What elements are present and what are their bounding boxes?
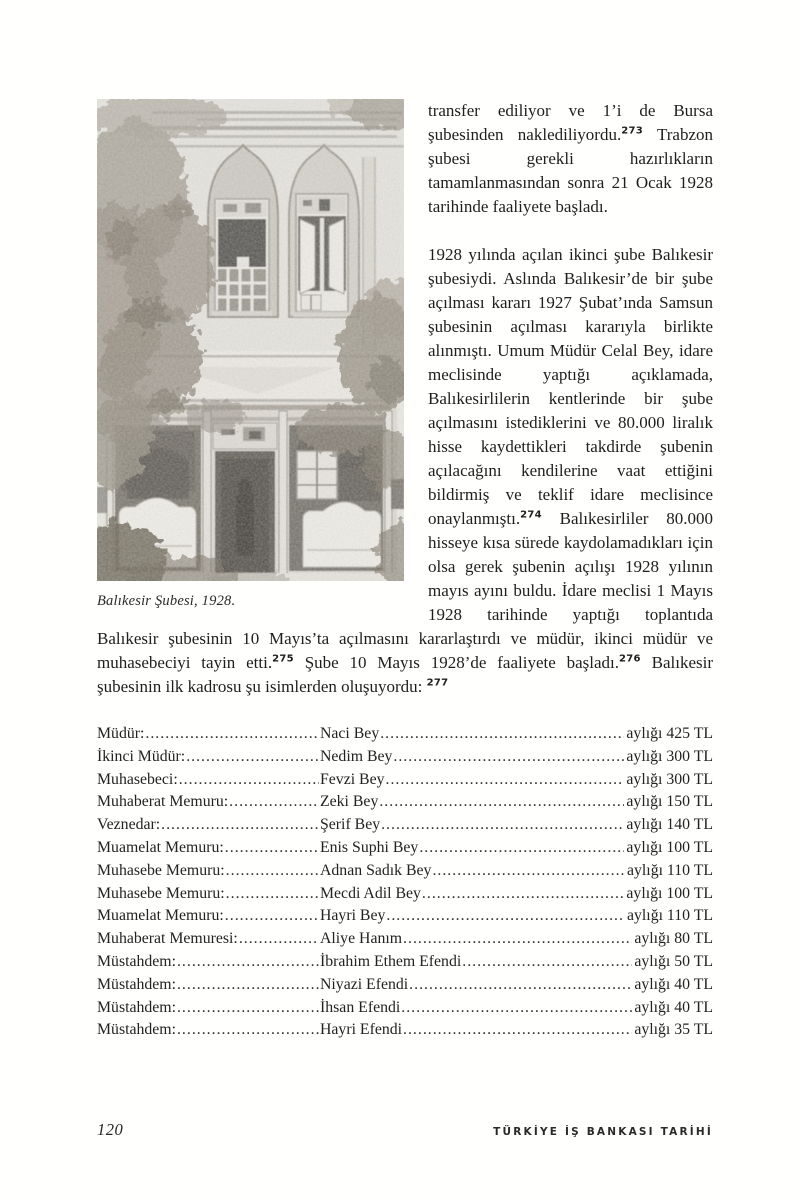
branch-photo-image: [97, 99, 404, 581]
dot-leader: [226, 860, 319, 883]
role-label: Müstahdem:: [97, 975, 176, 993]
dot-leader: [177, 974, 319, 997]
role-label: Veznedar:: [97, 816, 161, 834]
role-label: Muamelat Memuru:: [97, 907, 224, 925]
dot-leader: [386, 769, 625, 792]
paragraph-trabzon: transfer ediliyor ve 1’i de Bursa şubesinden naklediliyordu.$^{273}$ Trabzon şubesi gerekli hazırlıkların tamamlanmasından sonra 21 Ocak 1928 tarihinde faaliyete başladı.: [428, 101, 713, 216]
dot-leader: [381, 814, 624, 837]
role-cell: [97, 951, 320, 974]
salary-cell: aylığı 35 TL: [634, 1021, 713, 1039]
role-cell: [97, 883, 320, 906]
role-cell: [97, 974, 320, 997]
table-row: [97, 1019, 713, 1042]
name-cell: [320, 883, 625, 906]
role-cell: [97, 746, 320, 769]
table-row: [97, 746, 713, 769]
role-cell: [97, 723, 320, 746]
table-row: [97, 814, 713, 837]
salary-cell: aylığı 150 TL: [626, 793, 713, 811]
salary-cell: aylığı 300 TL: [626, 747, 713, 765]
role-cell: [97, 1019, 320, 1042]
table-row: [97, 837, 713, 860]
role-cell: [97, 837, 320, 860]
person-name: Zeki Bey: [320, 793, 379, 811]
role-label: Muhaberat Memuru:: [97, 793, 229, 811]
page-footer: [97, 1120, 713, 1140]
name-cell: [320, 997, 633, 1020]
salary-cell: aylığı 110 TL: [627, 861, 713, 879]
table-row: [97, 769, 713, 792]
dot-leader: [422, 883, 624, 906]
table-row: [97, 974, 713, 997]
dot-leader: [462, 951, 632, 974]
salary-cell: aylığı 100 TL: [626, 838, 713, 856]
dot-leader: [177, 951, 319, 974]
person-name: İbrahim Ethem Efendi: [320, 952, 462, 970]
salary-cell: aylığı 100 TL: [626, 884, 713, 902]
name-cell: [320, 791, 625, 814]
dot-leader: [226, 883, 319, 906]
dot-leader: [161, 814, 319, 837]
salary-cell: aylığı 110 TL: [627, 907, 713, 925]
name-cell: [320, 769, 625, 792]
role-label: Muhasebe Memuru:: [97, 884, 225, 902]
dot-leader: [386, 905, 625, 928]
dot-leader: [229, 791, 319, 814]
person-name: Niyazi Efendi: [320, 975, 409, 993]
table-row: [97, 791, 713, 814]
role-cell: [97, 997, 320, 1020]
name-cell: [320, 928, 633, 951]
page-content: [97, 99, 713, 1042]
dot-leader: [401, 997, 632, 1020]
table-row: [97, 951, 713, 974]
dot-leader: [409, 974, 632, 997]
name-cell: [320, 860, 626, 883]
salary-cell: aylığı 50 TL: [634, 952, 713, 970]
dot-leader: [239, 928, 319, 951]
name-cell: [320, 974, 633, 997]
table-row: [97, 883, 713, 906]
person-name: Nedim Bey: [320, 747, 393, 765]
person-name: Enis Suphi Bey: [320, 838, 419, 856]
photo-caption: Balıkesir Şubesi, 1928.: [97, 593, 236, 609]
dot-leader: [186, 746, 319, 769]
name-cell: [320, 746, 625, 769]
role-cell: [97, 791, 320, 814]
name-cell: [320, 951, 633, 974]
role-cell: [97, 928, 320, 951]
role-cell: [97, 814, 320, 837]
dot-leader: [432, 860, 625, 883]
person-name: Hayri Efendi: [320, 1021, 403, 1039]
table-row: [97, 997, 713, 1020]
role-cell: [97, 905, 320, 928]
role-label: Muamelat Memuru:: [97, 838, 224, 856]
salary-cell: aylığı 40 TL: [634, 998, 713, 1016]
person-name: Hayri Bey: [320, 907, 386, 925]
dot-leader: [225, 837, 319, 860]
person-name: Fevzi Bey: [320, 770, 385, 788]
page-number: 120: [97, 1120, 124, 1139]
name-cell: [320, 1019, 633, 1042]
salary-cell: aylığı 140 TL: [626, 816, 713, 834]
dot-leader: [225, 905, 319, 928]
dot-leader: [179, 769, 319, 792]
salary-cell: aylığı 300 TL: [626, 770, 713, 788]
role-cell: [97, 769, 320, 792]
branch-photo: [97, 99, 404, 581]
dot-leader: [379, 791, 624, 814]
dot-leader: [419, 837, 624, 860]
dot-leader: [177, 997, 319, 1020]
role-label: Müdür:: [97, 725, 145, 742]
name-cell: [320, 905, 626, 928]
person-name: Adnan Sadık Bey: [320, 861, 432, 879]
person-name: Aliye Hanım: [320, 930, 403, 948]
salary-cell: aylığı 40 TL: [634, 975, 713, 993]
dot-leader: [380, 723, 624, 746]
person-name: İhsan Efendi: [320, 998, 401, 1016]
role-label: Muhasebe Memuru:: [97, 861, 225, 879]
name-cell: [320, 837, 625, 860]
dot-leader: [403, 928, 632, 951]
dot-leader: [403, 1019, 632, 1042]
role-label: Müstahdem:: [97, 1021, 176, 1039]
name-cell: [320, 814, 625, 837]
role-cell: [97, 860, 320, 883]
table-row: [97, 860, 713, 883]
table-row: [97, 905, 713, 928]
staff-table: [97, 723, 713, 1042]
person-name: Mecdi Adil Bey: [320, 884, 421, 902]
photo-figure: [97, 99, 404, 610]
running-title: TÜRKİYE İŞ BANKASI TARİHİ: [493, 1126, 713, 1138]
table-row: [97, 928, 713, 951]
paragraph-balikesir: 1928 yılında açılan ikinci şube Balıkesir şubesiydi. Aslında Balıkesir’de bir şube açılması kararı 1927 Şubat’ında Samsun şubesinin açılması kararıyla birlikte alınmıştı. Umum Müdür Celal Bey, idare meclisinde yaptığı açıklamada, Balıkesirlilerin kentlerinde bir şube açılmasını istediklerini ve 80.000 liralık hisse kaydettikleri takdirde şubenin açılacağını kendilerine vaat ettiğini bildirmiş ve teklif idare meclisince onaylanmıştı.$^{274}$ Balıkesirliler 80.000 hisseye kısa sürede kaydolamadıkları için olsa gerek şubenin açılışı 1928 yılının mayıs ayını buldu. İdare meclisi 1 Mayıs 1928 tarihinde yaptığı toplantıda Balıkesir şubesinin 10 Mayıs’ta açılmasını kararlaştırdı ve müdür, ikinci müdür ve muhasebeciyi tayin etti.$^{275}$ Şube 10 Mayıs 1928’de faaliyete başladı.$^{276}$ Balıkesir şubesinin ilk kadrosu şu isimlerden oluşuyordu: $^{277}$: [97, 245, 713, 696]
salary-cell: aylığı 425 TL: [626, 725, 713, 742]
role-label: Muhaberat Memuresi:: [97, 930, 238, 948]
name-cell: [320, 723, 625, 746]
role-label: Müstahdem:: [97, 998, 176, 1016]
dot-leader: [393, 746, 624, 769]
role-label: Muhasebeci:: [97, 770, 178, 788]
person-name: Naci Bey: [320, 725, 380, 742]
dot-leader: [177, 1019, 319, 1042]
person-name: Şerif Bey: [320, 816, 381, 834]
dot-leader: [145, 723, 319, 746]
role-label: Müstahdem:: [97, 952, 176, 970]
role-label: İkinci Müdür:: [97, 747, 186, 765]
table-row: [97, 723, 713, 746]
salary-cell: aylığı 80 TL: [634, 930, 713, 948]
